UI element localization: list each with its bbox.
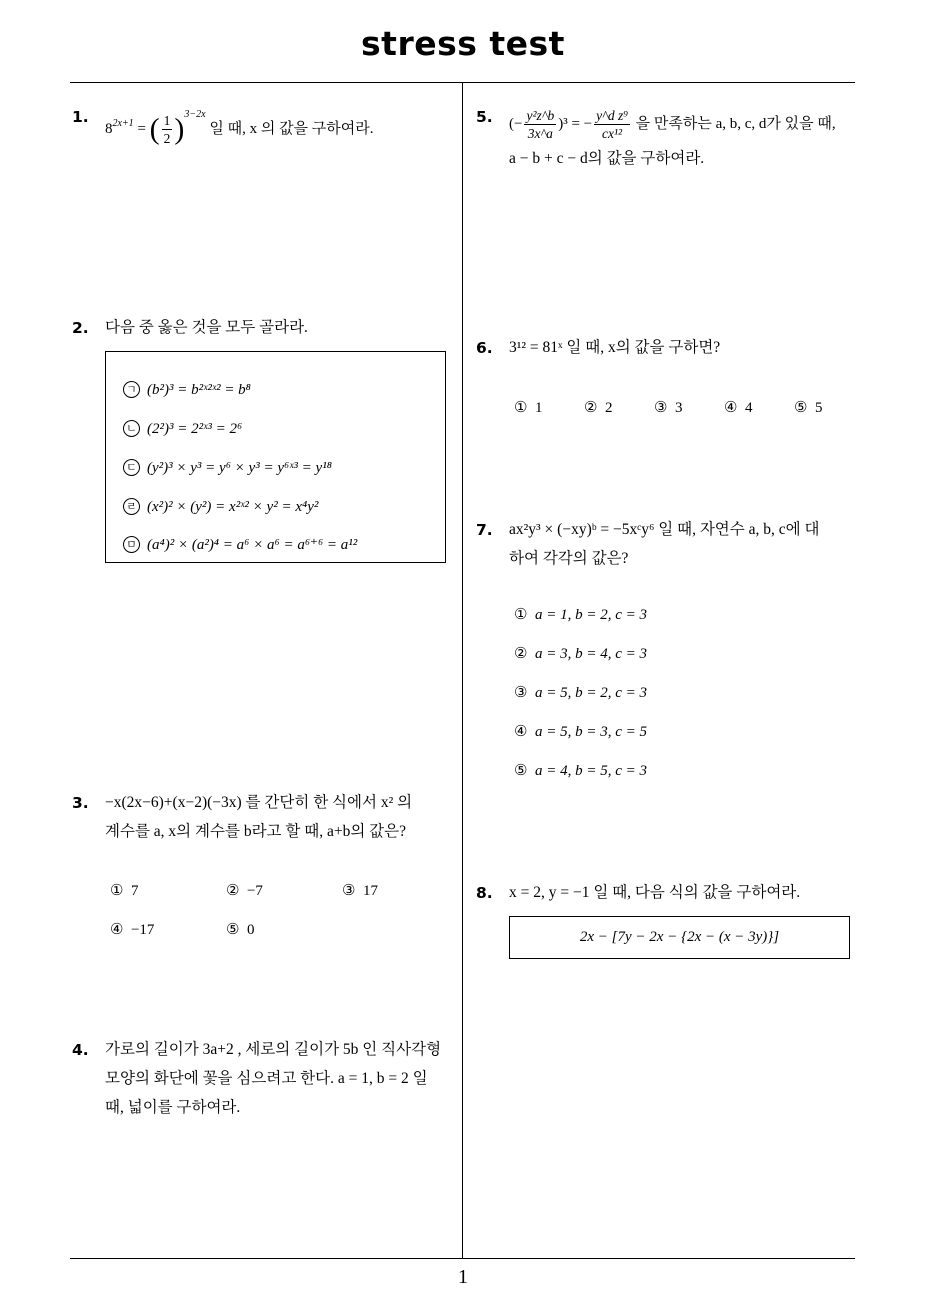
option-marker: ① (110, 883, 124, 899)
item-marker: ㄷ (123, 459, 140, 476)
question-text (509, 107, 836, 142)
fraction-denominator: 3x^a (527, 126, 553, 141)
question-number: 4. (72, 1041, 89, 1059)
footer-rule (70, 1258, 855, 1259)
fraction-numerator: 1 (163, 113, 171, 128)
answer-option[interactable] (514, 679, 647, 708)
item-marker: ㄹ (123, 498, 140, 515)
question-number: 3. (72, 794, 89, 812)
option-value: 4 (744, 400, 753, 416)
item-expression: (y²)³ × y³ = y⁶ × y³ = y⁶ˣ³ = y¹⁸ (147, 460, 332, 476)
option-marker: ② (226, 883, 240, 899)
option-value: 2 (604, 400, 613, 416)
option-value: 1 (534, 400, 543, 416)
option-value: a = 3, b = 4, c = 3 (534, 646, 647, 662)
math-middle: )³ = − (558, 115, 593, 132)
fraction (594, 107, 630, 142)
item-marker: ㅁ (123, 536, 140, 553)
math-exponent: 2x+1 (112, 117, 134, 129)
statement-item (123, 376, 251, 405)
math-base: 8 (105, 120, 113, 137)
answer-option[interactable] (514, 640, 647, 669)
statement-item (123, 531, 357, 560)
answer-option[interactable] (514, 718, 647, 747)
fraction (162, 112, 173, 147)
answer-option[interactable] (110, 916, 154, 945)
option-marker: ④ (514, 724, 528, 740)
left-paren: ( (149, 112, 160, 146)
item-expression: (x²)² × (y²) = x²ˣ² × y² = x⁴y² (147, 499, 319, 515)
option-marker: ⑤ (514, 763, 528, 779)
answer-option[interactable] (226, 916, 254, 945)
option-value: a = 5, b = 2, c = 3 (534, 685, 647, 701)
option-value: a = 1, b = 2, c = 3 (534, 607, 647, 623)
item-expression: (b²)³ = b²ˣ²ˣ² = b⁸ (147, 382, 251, 398)
answer-option[interactable] (342, 877, 378, 906)
item-marker: ㄱ (123, 381, 140, 398)
expression-box (509, 916, 850, 959)
item-expression: (2²)³ = 2²ˣ³ = 2⁶ (147, 421, 243, 437)
math-equals: = (133, 120, 150, 137)
page-number: 1 (458, 1266, 468, 1288)
option-marker: ⑤ (226, 922, 240, 938)
column-divider (462, 83, 463, 1259)
question-text: 다음 중 옳은 것을 모두 골라라. (105, 319, 308, 336)
right-paren: ) (174, 112, 185, 146)
fraction-denominator: 2 (163, 131, 171, 146)
option-marker: ③ (654, 400, 668, 416)
question-tail: 일 때, x 의 값을 구하여라. (205, 120, 374, 137)
answer-option[interactable] (654, 394, 682, 423)
statement-item (123, 454, 332, 483)
question-number: 1. (72, 108, 89, 126)
question-number: 6. (476, 339, 493, 357)
question-text-line: 때, 넓이를 구하여라. (105, 1099, 241, 1116)
answer-option[interactable] (514, 601, 647, 630)
option-value: 17 (362, 883, 378, 899)
math-open: (− (509, 115, 523, 132)
answer-option[interactable] (226, 877, 263, 906)
answer-option[interactable] (514, 394, 542, 423)
question-text-line: 가로의 길이가 3a+2 , 세로의 길이가 5b 인 직사각형 (105, 1041, 442, 1058)
question-number: 5. (476, 108, 493, 126)
fraction-denominator: cx¹² (601, 126, 623, 141)
question-text-line: ax²y³ × (−xy)ᵇ = −5xᶜy⁶ 일 때, 자연수 a, b, c에 대 (509, 521, 820, 538)
question-text-line: 하여 각각의 값은? (509, 550, 629, 567)
question-number: 7. (476, 521, 493, 539)
statement-item (123, 415, 242, 444)
option-value: 3 (674, 400, 683, 416)
option-marker: ⑤ (794, 400, 808, 416)
option-value: 5 (814, 400, 823, 416)
option-value: 7 (130, 883, 139, 899)
answer-option[interactable] (794, 394, 822, 423)
option-marker: ③ (342, 883, 356, 899)
option-marker: ② (514, 646, 528, 662)
question-text-line: a − b + c − d의 값을 구하여라. (509, 150, 705, 167)
item-expression: (a⁴)² × (a²)⁴ = a⁶ × a⁶ = a⁶⁺⁶ = a¹² (147, 537, 358, 553)
option-marker: ③ (514, 685, 528, 701)
page-title: stress test (361, 24, 565, 63)
question-text-line: 계수를 a, x의 계수를 b라고 할 때, a+b의 값은? (105, 823, 407, 840)
fraction-numerator: y²z^b (526, 108, 555, 123)
option-marker: ④ (110, 922, 124, 938)
math-exponent: 3−2x (184, 108, 206, 120)
expression: 2x − [7y − 2x − {2x − (x − 3y)}] (579, 929, 780, 945)
answer-option[interactable] (584, 394, 612, 423)
option-value: a = 4, b = 5, c = 3 (534, 763, 647, 779)
fraction-numerator: y^d z⁹ (596, 108, 628, 123)
question-text-line: 모양의 화단에 꽃을 심으려고 한다. a = 1, b = 2 일 (105, 1070, 428, 1087)
option-value: −7 (246, 883, 263, 899)
option-value: 0 (246, 922, 255, 938)
question-text: x = 2, y = −1 일 때, 다음 식의 값을 구하여라. (509, 884, 801, 901)
option-value: −17 (130, 922, 155, 938)
statement-item (123, 493, 318, 522)
item-marker: ㄴ (123, 420, 140, 437)
question-number: 2. (72, 319, 89, 337)
statement-box (105, 351, 446, 563)
option-marker: ① (514, 607, 528, 623)
question-tail: 을 만족하는 a, b, c, d가 있을 때, (631, 115, 836, 132)
question-number: 8. (476, 884, 493, 902)
option-marker: ④ (724, 400, 738, 416)
question-text: 3¹² = 81ˣ 일 때, x의 값을 구하면? (509, 339, 721, 356)
answer-option[interactable] (110, 877, 138, 906)
option-value: a = 5, b = 3, c = 5 (534, 724, 647, 740)
fraction (524, 107, 556, 142)
answer-option[interactable] (724, 394, 752, 423)
answer-option[interactable] (514, 757, 647, 786)
option-marker: ② (584, 400, 598, 416)
question-text-line: −x(2x−6)+(x−2)(−3x) 를 간단히 한 식에서 x² 의 (105, 794, 413, 811)
question-text (105, 108, 374, 147)
option-marker: ① (514, 400, 528, 416)
